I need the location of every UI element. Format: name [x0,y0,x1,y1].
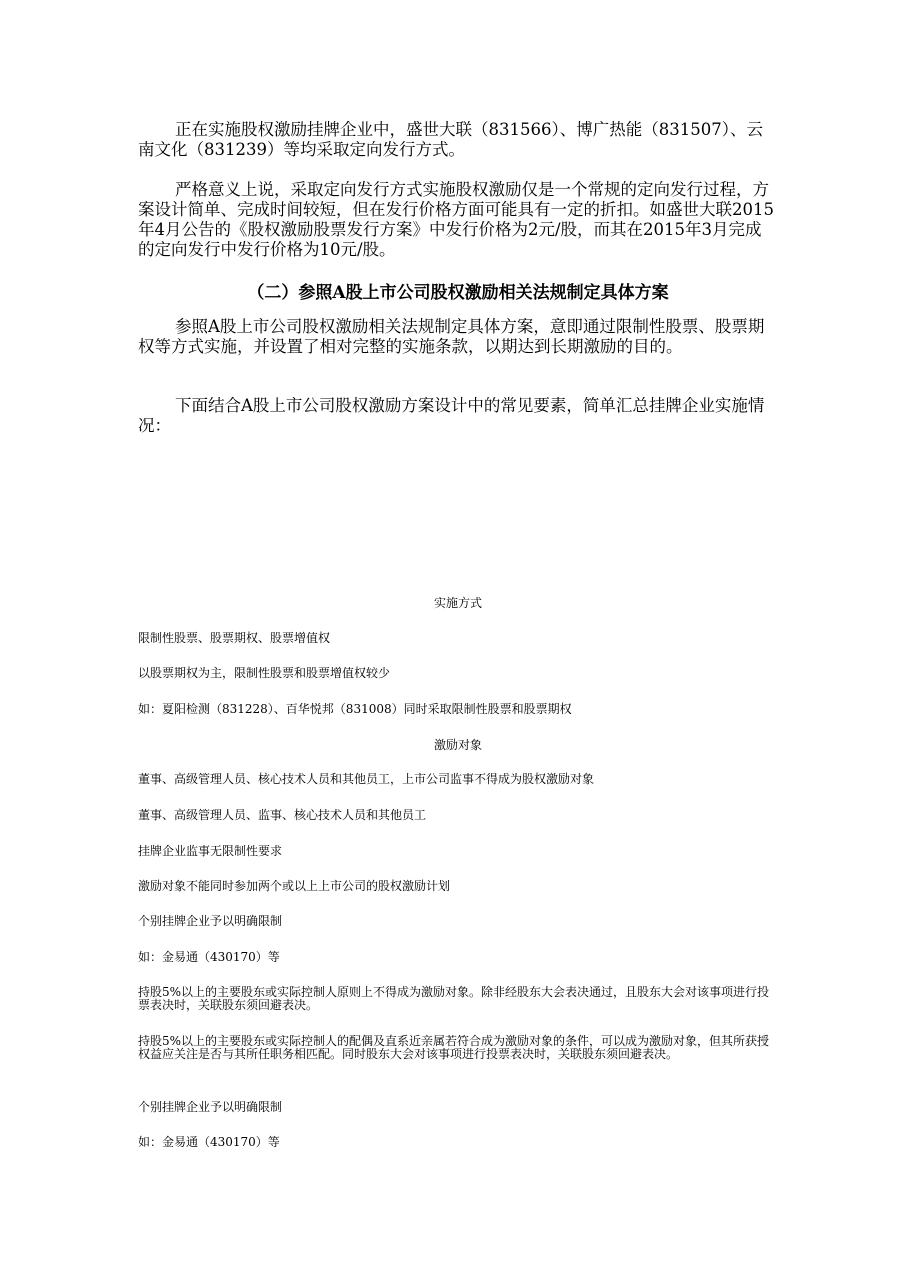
paragraph-summary-intro: 下面结合A股上市公司股权激励方案设计中的常见要素，简单汇总挂牌企业实施情况： [138,396,765,435]
table-row: 以股票期权为主，限制性股票和股票增值权较少 [138,666,391,680]
paragraph-a-share-reference: 参照A股上市公司股权激励相关法规制定具体方案，意即通过限制性股票、股票期权等方式实施，并设置了相对完整的实施条款，以期达到长期激励的目的。 [138,317,765,356]
table-row: 个别挂牌企业予以明确限制 [138,914,283,928]
table-row: 董事、高级管理人员、核心技术人员和其他员工，上市公司监事不得成为股权激励对象 [138,772,595,786]
paragraph-directed-issuance-analysis: 严格意义上说，采取定向发行方式实施股权激励仅是一个常规的定向发行过程，方案设计简单、完成时间较短，但在发行价格方面可能具有一定的折扣。如盛世大联2015年4月公告的《股权激励股票发行方案》中发行价格为2元/股，而其在2015年3月完成的定向发行中发行价格为10元/股。 [138,180,774,259]
table-section-title-implementation: 实施方式 [433,596,482,610]
section-heading: （二）参照A股上市公司股权激励相关法规制定具体方案 [247,283,669,303]
table-row: 如：金易通（430170）等 [138,1135,280,1149]
table-row: 持股5%以上的主要股东或实际控制人的配偶及直系近亲属若符合成为激励对象的条件，可以成为激励对象，但其所获授权益应关注是否与其所任职务相匹配。同时股东大会对该事项进行投票表决时，关联股东须回避表决。 [138,1034,770,1061]
table-row: 个别挂牌企业予以明确限制 [138,1100,283,1114]
table-row: 如：夏阳检测（831228）、百华悦邦（831008）同时采取限制性股票和股票期权 [138,702,572,716]
table-row: 激励对象不能同时参加两个或以上上市公司的股权激励计划 [138,879,451,893]
table-section-title-incentive-targets: 激励对象 [433,738,482,752]
table-row: 限制性股票、股票期权、股票增值权 [138,631,331,645]
table-row: 持股5%以上的主要股东或实际控制人原则上不得成为激励对象。除非经股东大会表决通过，且股东大会对该事项进行投票表决时，关联股东须回避表决。 [138,985,770,1012]
table-row: 董事、高级管理人员、监事、核心技术人员和其他员工 [138,808,427,822]
table-row: 挂牌企业监事无限制性要求 [138,844,283,858]
paragraph-directed-issuance-examples: 正在实施股权激励挂牌企业中，盛世大联（831566）、博广热能（831507）、云南文化（831239）等均采取定向发行方式。 [138,120,763,159]
table-row: 如：金易通（430170）等 [138,950,280,964]
